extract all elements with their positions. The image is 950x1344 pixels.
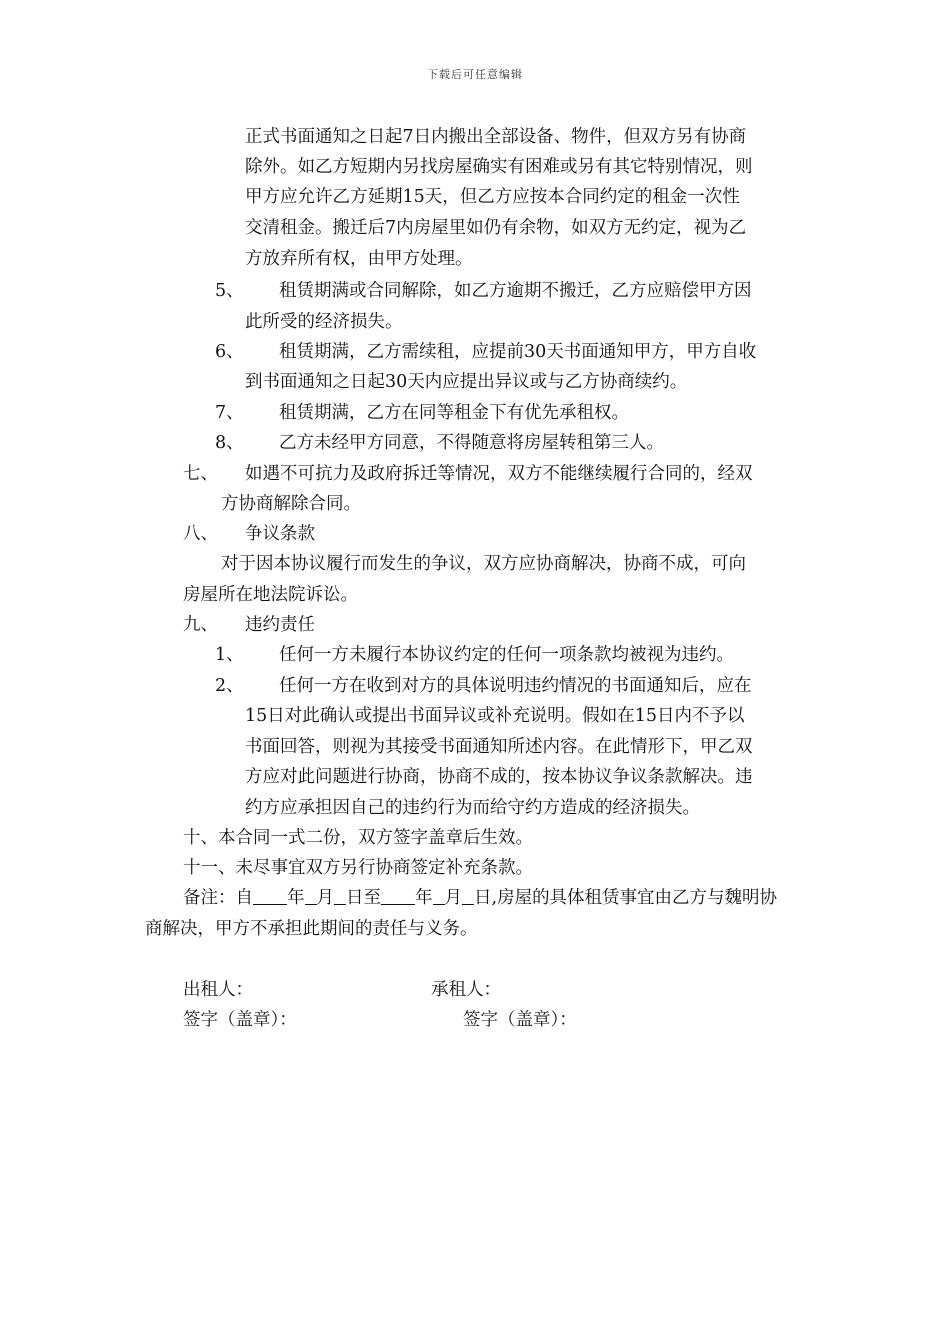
note-blank-year1 bbox=[253, 889, 287, 905]
note-prefix: 备注：自 bbox=[183, 888, 253, 908]
sec8-title: 争议条款 bbox=[245, 524, 315, 544]
sec9-item1-line1: 任何一方未履行本协议约定的任何一项条款均被视为违约。 bbox=[279, 645, 734, 665]
note-rest: 日,房屋的具体租赁事宜由乙方与魏明协 bbox=[474, 888, 778, 908]
sec8-line1: 对于因本协议履行而发生的争议，双方应协商解决，协商不成，可向 bbox=[221, 554, 746, 574]
clause4-line2: 除外。如乙方短期内另找房屋确实有困难或另有其它特别情况，则 bbox=[245, 157, 753, 177]
note-blank-month2 bbox=[433, 889, 445, 905]
note-year2: 年 bbox=[415, 888, 433, 908]
sec11-line: 十一、未尽事宜双方另行协商签定补充条款。 bbox=[183, 858, 533, 878]
note-day1: 日至 bbox=[346, 888, 381, 908]
page-header: 下载后可任意编辑 bbox=[427, 68, 523, 81]
sec9-item2-number: 2、 bbox=[215, 676, 244, 696]
note-month1: 月 bbox=[316, 888, 334, 908]
item6-line2: 到书面通知之日起30天内应提出异议或与乙方协商续约。 bbox=[245, 372, 688, 392]
sec9-item2-line1: 任何一方在收到对方的具体说明违约情况的书面通知后，应在 bbox=[279, 676, 752, 696]
sec9-item2-line4: 方应对此问题进行协商，协商不成的，按本协议争议条款解决。违 bbox=[245, 767, 753, 787]
item7-line1: 租赁期满，乙方在同等租金下有优先承租权。 bbox=[279, 403, 629, 423]
item5-number: 5、 bbox=[215, 281, 244, 301]
sec7-line1: 如遇不可抗力及政府拆迁等情况，双方不能继续履行合同的，经双 bbox=[245, 464, 753, 484]
note-year1: 年 bbox=[287, 888, 305, 908]
sec8-line2: 房屋所在地法院诉讼。 bbox=[183, 585, 358, 605]
sec7-line2: 方协商解除合同。 bbox=[221, 494, 361, 514]
item6-number: 6、 bbox=[215, 342, 244, 362]
sec9-title: 违约责任 bbox=[245, 615, 315, 635]
lessor-signature-label: 签字（盖章）： bbox=[183, 1010, 297, 1030]
lessor-label: 出租人： bbox=[183, 980, 253, 1000]
lessee-label: 承租人： bbox=[431, 980, 501, 1000]
sec9-number: 九、 bbox=[183, 615, 218, 635]
item8-line1: 乙方未经甲方同意，不得随意将房屋转租第三人。 bbox=[279, 433, 664, 453]
note-line1 bbox=[183, 887, 777, 909]
sec9-item2-line3: 书面回答，则视为其接受书面通知所述内容。在此情形下，甲乙双 bbox=[245, 737, 753, 757]
note-line2: 商解决，甲方不承担此期间的责任与义务。 bbox=[145, 919, 478, 939]
note-blank-day2 bbox=[462, 889, 474, 905]
clause4-line5: 方放弃所有权，由甲方处理。 bbox=[245, 249, 473, 269]
sec10-line: 十、本合同一式二份，双方签字盖章后生效。 bbox=[183, 828, 533, 848]
clause4-line4: 交清租金。搬迁后7内房屋里如仍有余物，如双方无约定，视为乙 bbox=[245, 218, 747, 238]
item5-line1: 租赁期满或合同解除，如乙方逾期不搬迁，乙方应赔偿甲方因 bbox=[279, 281, 752, 301]
clause4-line1: 正式书面通知之日起7日内搬出全部设备、物件，但双方另有协商 bbox=[245, 127, 747, 147]
lessee-signature-label: 签字（盖章）： bbox=[463, 1010, 577, 1030]
sec8-number: 八、 bbox=[183, 524, 218, 544]
sec7-number: 七、 bbox=[183, 464, 218, 484]
note-blank-day1 bbox=[334, 889, 346, 905]
item7-number: 7、 bbox=[215, 403, 244, 423]
sec9-item2-line2: 15日对此确认或提出书面异议或补充说明。假如在15日内不予以 bbox=[245, 706, 745, 726]
note-blank-month1 bbox=[305, 889, 317, 905]
item8-number: 8、 bbox=[215, 433, 244, 453]
item6-line1: 租赁期满，乙方需续租，应提前30天书面通知甲方，甲方自收 bbox=[279, 342, 757, 362]
note-month2: 月 bbox=[444, 888, 462, 908]
item5-line2: 此所受的经济损失。 bbox=[245, 312, 403, 332]
clause4-line3: 甲方应允许乙方延期15天，但乙方应按本合同约定的租金一次性 bbox=[245, 187, 740, 207]
note-blank-year2 bbox=[381, 889, 415, 905]
sec9-item1-number: 1、 bbox=[215, 645, 244, 665]
sec9-item2-line5: 约方应承担因自己的违约行为而给守约方造成的经济损失。 bbox=[245, 798, 700, 818]
